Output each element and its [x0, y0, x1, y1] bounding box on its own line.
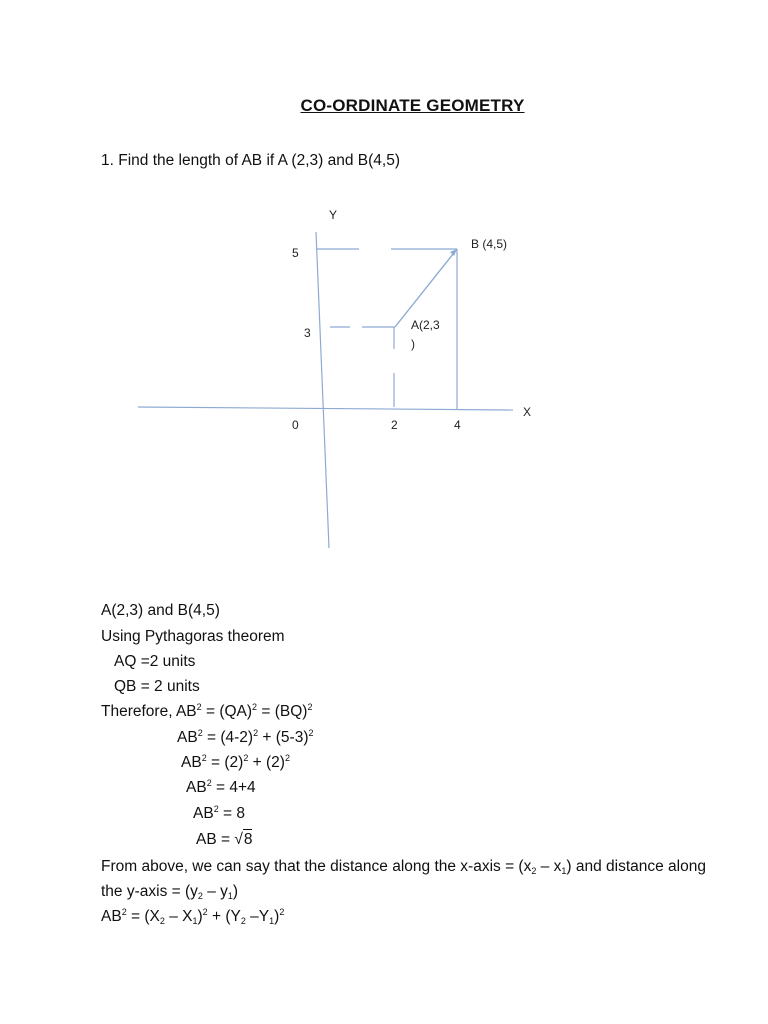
solution-points: A(2,3) and B(4,5)	[101, 602, 220, 619]
question-text: 1. Find the length of AB if A (2,3) and B(4,5)	[101, 152, 400, 169]
solution-step-3: $AB^2 = (2)^2 + (2)^2$	[181, 753, 290, 771]
segment-ab	[395, 249, 457, 327]
point-b-label: B (4,5)	[471, 237, 508, 251]
point-a-label-cont: )	[411, 337, 415, 351]
solution-step-1: Therefore, $AB^2 = (QA)^2 = (BQ)^2$	[101, 702, 313, 720]
solution-step-6: AB = √8	[196, 831, 253, 848]
solution-method: Using Pythagoras theorem	[101, 628, 285, 645]
y-axis-label: Y	[329, 208, 338, 222]
tick-y-5: 5	[292, 246, 299, 260]
solution-step-4: $AB^2 = 4+4$	[186, 778, 256, 796]
solution-conclusion-1: From above, we can say that the distance along the x-axis = $(x_2 - x_1)$ and distance along	[101, 858, 706, 876]
solution-aq: AQ =2 units	[114, 653, 196, 670]
distance-formula: $AB^2 = (X_2 - X_1)^2 + (Y_2$ $-Y_1)^2$	[101, 907, 285, 926]
x-axis-label: X	[523, 405, 532, 419]
tick-x-0: 0	[292, 418, 299, 432]
sqrt-argument: 8	[243, 831, 253, 848]
sqrt-icon: √	[234, 831, 243, 848]
y-axis	[316, 232, 329, 548]
arrowhead-b-icon	[450, 249, 457, 256]
solution-step-5: $AB^2 = 8$	[193, 804, 245, 822]
solution-qb: QB = 2 units	[114, 678, 200, 695]
solution-step-2: $AB^2 = (4-2)^2 + (5-3)^2$	[177, 728, 314, 746]
solution-conclusion-2: the y-axis = $(y_2 - y_1)$	[101, 883, 239, 901]
tick-y-3: 3	[304, 326, 311, 340]
tick-x-2: 2	[391, 418, 398, 432]
point-a-label: A(2,3	[411, 318, 440, 332]
tick-x-4: 4	[454, 418, 461, 432]
page-title: CO-ORDINATE GEOMETRY	[300, 96, 525, 115]
